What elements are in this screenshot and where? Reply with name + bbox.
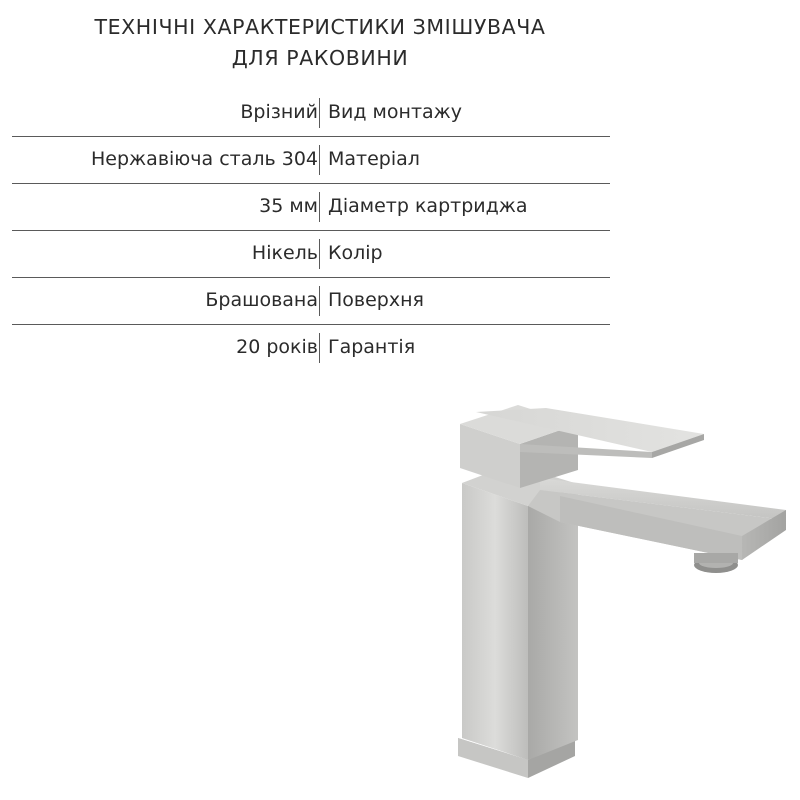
spec-row-mounting	[12, 90, 610, 137]
spec-label: Колір	[328, 242, 383, 264]
column-divider	[319, 192, 320, 222]
spec-value: 35 мм	[259, 195, 318, 217]
faucet-image	[430, 395, 800, 790]
spec-value: 20 років	[236, 336, 318, 358]
column-divider	[319, 98, 320, 128]
spec-row-surface	[12, 278, 610, 325]
spec-table	[12, 90, 610, 371]
spec-value: Нержавіюча сталь 304	[91, 148, 318, 170]
column-divider	[319, 145, 320, 175]
spec-label: Поверхня	[328, 289, 424, 311]
column-divider	[319, 239, 320, 269]
title-line-2: ДЛЯ РАКОВИНИ	[231, 46, 409, 70]
spec-value: Врізний	[240, 101, 318, 123]
spec-label: Матеріал	[328, 148, 420, 170]
spec-row-cartridge	[12, 184, 610, 231]
spec-value: Нікель	[251, 242, 318, 264]
spec-row-material	[12, 137, 610, 184]
spec-row-warranty	[12, 325, 610, 371]
spec-label: Вид монтажу	[328, 101, 463, 123]
column-divider	[319, 286, 320, 316]
spec-label: Діаметр картриджа	[328, 195, 528, 217]
title-line-1: ТЕХНІЧНІ ХАРАКТЕРИСТИКИ ЗМІШУВАЧА	[94, 15, 546, 39]
column-divider	[319, 333, 320, 363]
spec-value: Брашована	[205, 289, 318, 311]
spec-label: Гарантія	[328, 336, 416, 358]
page-title	[0, 12, 640, 74]
spec-row-color	[12, 231, 610, 278]
